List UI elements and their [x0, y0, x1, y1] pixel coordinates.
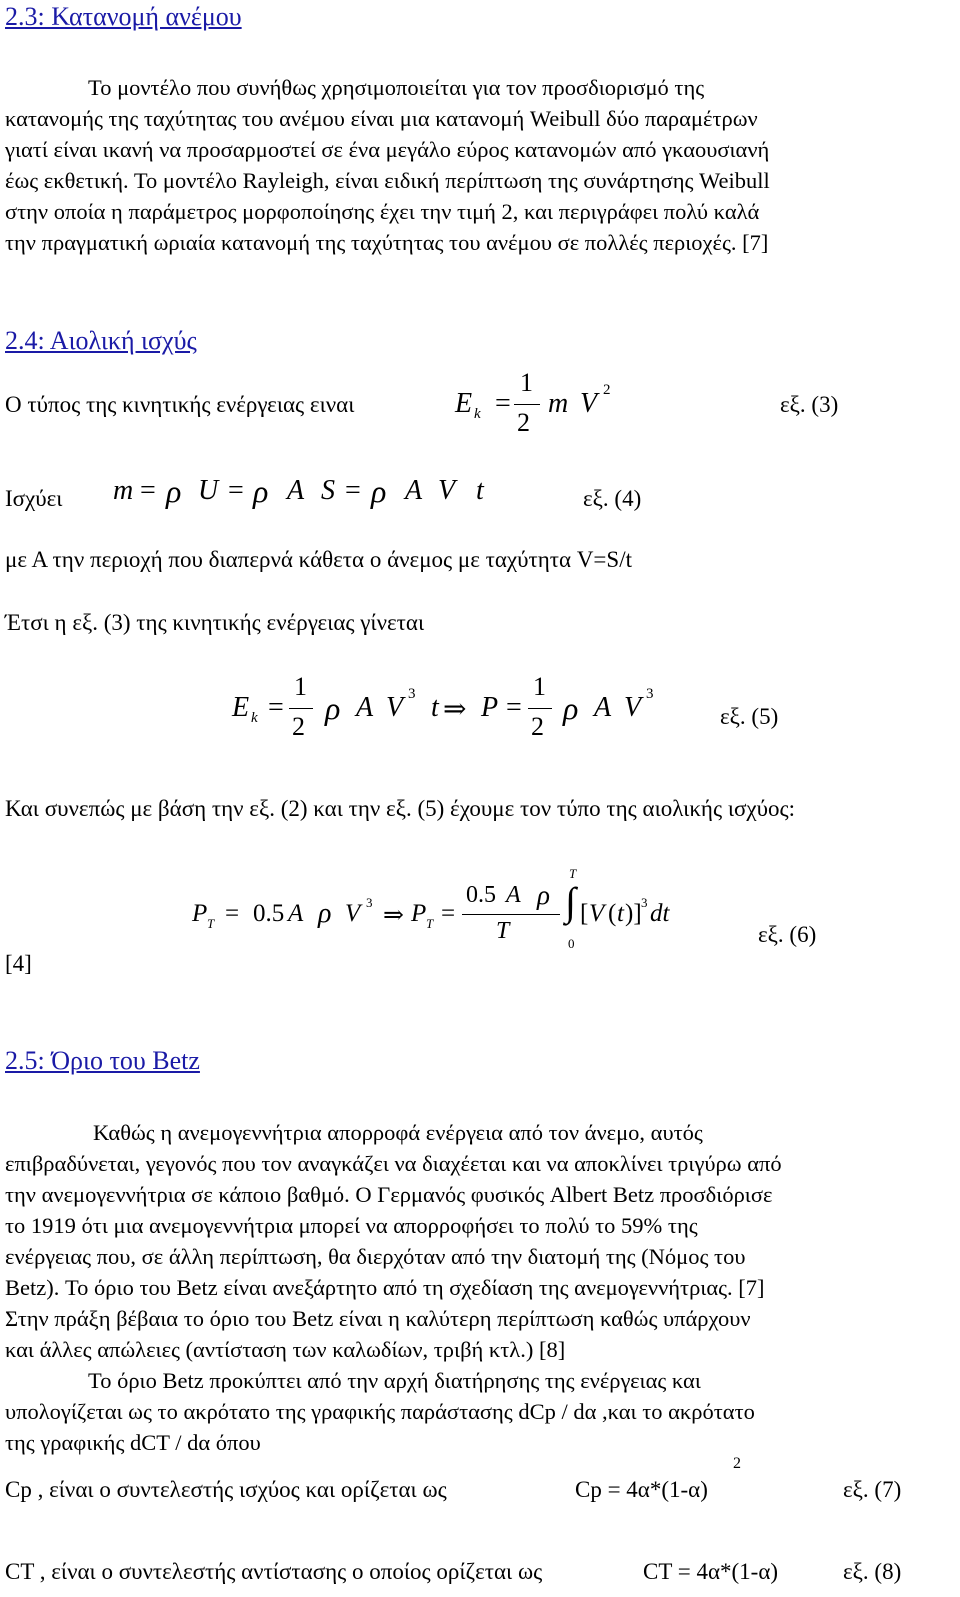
- eq3-intro-text: Ο τύπος της κινητικής ενέργειας ειναι: [5, 392, 355, 417]
- text-line: ενέργειας που, σε άλλη περίπτωση, θα διερχόταν από την διατομή της (Νόμος του: [5, 1244, 746, 1269]
- section-heading-2-5: 2.5: Όριο του Betz: [5, 1046, 200, 1075]
- text-line: το 1919 ότι μια ανεμογεννήτρια μπορεί να απορροφήσει το πολύ το 59% της: [5, 1213, 698, 1238]
- reference-4: [4]: [5, 951, 32, 976]
- eq4-label: εξ. (4): [583, 486, 642, 511]
- thus-text: Έτσι η εξ. (3) της κινητικής ενέργειας γίνεται: [5, 610, 425, 635]
- paragraph-betz: [5, 1117, 950, 1458]
- cp-exponent: 2: [733, 1455, 741, 1472]
- ct-formula: CT = 4α*(1-α): [643, 1559, 779, 1584]
- text-line: Betz). Το όριο του Betz είναι ανεξάρτητο από τη σχεδίαση της ανεμογεννήτριας. [7]: [5, 1275, 765, 1300]
- text-line: την πραγματική ωριαία κατανομή της ταχύτητας του ανέμου σε πολλές περιοχές. [7]: [5, 230, 769, 255]
- cp-formula: Cp = 4α*(1-α): [575, 1477, 708, 1502]
- eq3-label: εξ. (3): [780, 392, 839, 417]
- eq5-label: εξ. (5): [720, 704, 779, 729]
- eq4-intro-text: Ισχύει: [5, 486, 63, 511]
- text-line: Καθώς η ανεμογεννήτρια απορροφά ενέργεια από τον άνεμο, αυτός: [93, 1120, 703, 1145]
- eq8-label: εξ. (8): [843, 1559, 902, 1584]
- section-heading-2-4: 2.4: Αιολική ισχύς: [5, 326, 197, 355]
- power-intro-text: Και συνεπώς με βάση την εξ. (2) και την εξ. (5) έχουμε τον τύπο της αιολικής ισχύος:: [5, 796, 795, 821]
- text-line: υπολογίζεται ως το ακρότατο της γραφικής παράστασης dCp / dα ,και το ακρότατο: [5, 1399, 755, 1424]
- text-line: Το όριο Betz προκύπτει από την αρχή διατήρησης της ενέργειας και: [88, 1368, 701, 1393]
- text-line: Στην πράξη βέβαια το όριο του Betz είναι η καλύτερη περίπτωση καθώς υπάρχουν: [5, 1306, 751, 1331]
- eq6-label: εξ. (6): [758, 922, 817, 947]
- text-line: Το μοντέλο που συνήθως χρησιμοποιείται για τον προσδιορισμό της: [88, 75, 705, 100]
- paragraph-weibull: [5, 72, 950, 258]
- eq7-label: εξ. (7): [843, 1477, 902, 1502]
- ct-definition-text: CT , είναι ο συντελεστής αντίστασης ο οποίος ορίζεται ως: [5, 1559, 543, 1584]
- text-line: στην οποία η παράμετρος μορφοποίησης έχει την τιμή 2, και περιγράφει πολύ καλά: [5, 199, 760, 224]
- text-line: την ανεμογεννήτρια σε κάποιο βαθμό. Ο Γερμανός φυσικός Albert Betz προσδιόρισε: [5, 1182, 773, 1207]
- text-line: της γραφικής dCT / dα όπου: [5, 1430, 261, 1455]
- cp-definition-text: Cp , είναι ο συντελεστής ισχύος και ορίζεται ως: [5, 1477, 447, 1502]
- text-line: επιβραδύνεται, γεγονός που τον αναγκάζει να διαχέεται και να αποκλίνει τριγύρω από: [5, 1151, 782, 1176]
- section-heading-2-3: 2.3: Κατανομή ανέμου: [5, 2, 242, 31]
- area-description: με Α την περιοχή που διαπερνά κάθετα ο άνεμος με ταχύτητα V=S/t: [5, 547, 632, 572]
- text-line: γιατί είναι ικανή να προσαρμοστεί σε ένα μεγάλο εύρος κατανομών από γκαουσιανή: [5, 137, 770, 162]
- text-line: κατανομής της ταχύτητας του ανέμου είναι μια κατανομή Weibull δύο παραμέτρων: [5, 106, 758, 131]
- text-line: και άλλες απώλειες (αντίσταση των καλωδίων, τριβή κτλ.) [8]: [5, 1337, 566, 1362]
- text-line: έως εκθετική. Το μοντέλο Rayleigh, είναι ειδική περίπτωση της συνάρτησης Weibull: [5, 168, 770, 193]
